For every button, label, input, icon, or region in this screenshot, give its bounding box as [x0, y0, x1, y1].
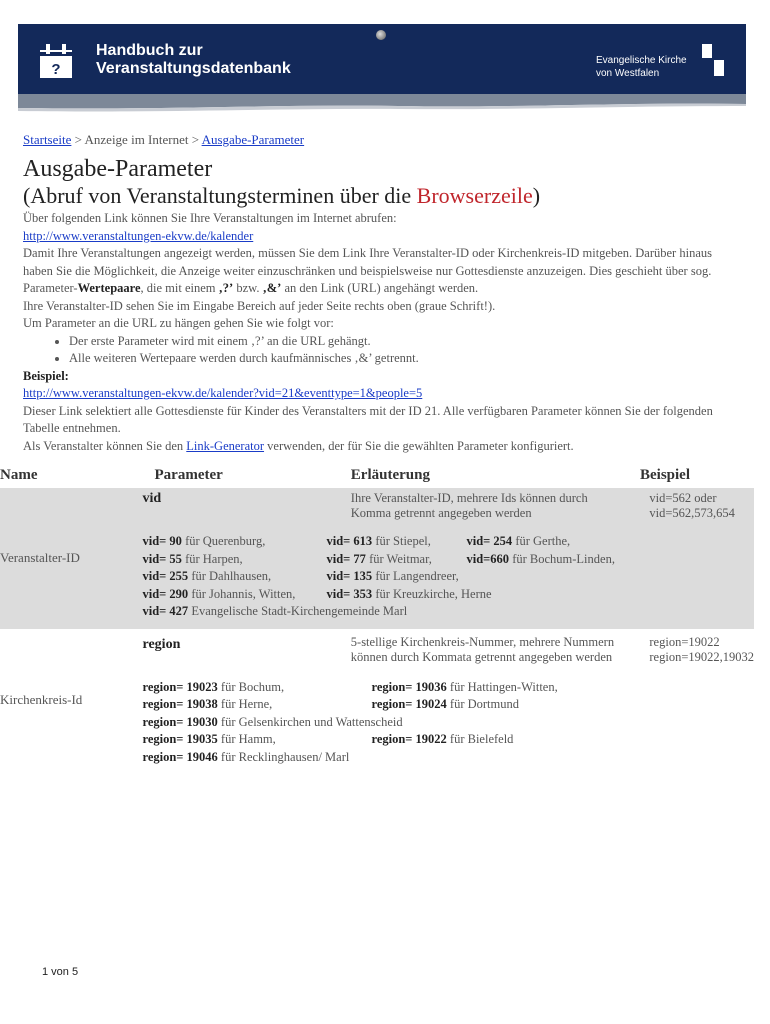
- value-label: für Johannis, Witten,: [188, 586, 296, 601]
- example-value: region=19022,19032: [649, 649, 754, 664]
- value-key: vid= 135: [326, 569, 373, 583]
- page-number: 1 von 5: [42, 966, 79, 978]
- parameter-table: [0, 463, 754, 772]
- subtitle-close: ): [532, 183, 541, 208]
- org-line-1: Evangelische Kirche: [596, 55, 687, 66]
- value-label: für Hamm,: [217, 732, 276, 746]
- value-label: für Querenburg,: [181, 534, 266, 548]
- value-line: [143, 603, 755, 621]
- intro-line: Über folgenden Link können Sie Ihre Veranstaltungen im Internet abrufen:: [23, 211, 397, 225]
- value-line: [143, 731, 755, 749]
- param-key: region: [142, 636, 181, 652]
- example-value: region=19022: [649, 634, 720, 649]
- value-line: [143, 679, 755, 697]
- col-header-name: Name: [0, 467, 38, 483]
- table-row: [0, 488, 754, 527]
- value-key: region= 19022: [371, 732, 447, 746]
- generator-hint: [23, 438, 723, 456]
- value-key: vid= 90: [142, 534, 182, 548]
- link-generator-link[interactable]: Link-Generator: [186, 438, 265, 453]
- pin-icon: [376, 30, 386, 40]
- value-entry: [143, 603, 408, 621]
- value-key: vid= 77: [326, 551, 366, 566]
- value-label: für Langendreer,: [372, 569, 459, 583]
- value-label: für Bochum,: [217, 679, 285, 694]
- value-label: für Herne,: [217, 697, 273, 711]
- value-line: [143, 586, 755, 604]
- value-label: für Gelsenkirchen und Wattenscheid: [217, 714, 403, 729]
- table-header-row: [0, 463, 754, 488]
- para-text: an den Link (URL) angehängt werden.: [281, 281, 479, 295]
- value-entry: [372, 679, 558, 697]
- calendar-link[interactable]: http://www.veranstaltungen-ekvw.de/kalender: [23, 228, 254, 243]
- intro-paragraph: [23, 245, 723, 298]
- title-line-2: Veranstaltungsdatenbank: [96, 60, 291, 77]
- calendar-question-icon: [38, 42, 74, 80]
- value-key: vid= 255: [142, 569, 189, 583]
- row-example: [639, 488, 754, 527]
- church-cross-logo-icon: [702, 44, 724, 76]
- row-description: 5-stellige Kirchenkreis-Nummer, mehrere Nummern können durch Kommata getrennt angegeben werden: [350, 634, 615, 664]
- value-entry: [143, 714, 403, 732]
- vid-hint: Ihre Veranstalter-ID sehen Sie im Eingabe Bereich auf jeder Seite rechts oben (graue Schrift!).: [23, 298, 496, 313]
- value-line: [143, 749, 755, 767]
- org-line-2: von Westfalen: [596, 68, 660, 79]
- value-label: für Bochum-Linden,: [509, 551, 615, 566]
- value-entry: [467, 533, 571, 551]
- value-entry: [143, 749, 350, 767]
- subtitle-text: (Abruf von Veranstaltungsterminen über die: [23, 183, 417, 208]
- value-label: Evangelische Stadt-Kirchengemeinde Marl: [188, 604, 408, 618]
- value-entry: [467, 551, 615, 569]
- page-title: Ausgabe-Parameter: [23, 156, 213, 182]
- value-entry: [143, 696, 372, 714]
- main-content: [0, 130, 754, 772]
- para-text: Als Veranstalter können Sie den: [23, 438, 187, 453]
- para-bold: Wertepaare: [77, 281, 141, 295]
- example-value: vid=562 oder: [649, 491, 717, 505]
- value-entry: [143, 551, 327, 569]
- row-description: Ihre Veranstalter-ID, mehrere Ids können durch Komma getrennt angegeben werden: [350, 491, 588, 520]
- value-key: region= 19023: [142, 679, 218, 694]
- value-entry: [143, 533, 327, 551]
- example-explanation: Dieser Link selektiert alle Gottesdienste für Kinder des Veranstalters mit der ID 21. Alle verfügbaren Parameter können Sie der folgenden Tabelle entnehmen.: [23, 403, 713, 435]
- example-label: Beispiel:: [23, 368, 69, 383]
- value-entry: [143, 731, 372, 749]
- col-header-example: Beispiel: [639, 467, 690, 483]
- value-entry: [327, 586, 492, 604]
- value-entry: [143, 586, 327, 604]
- value-entry: [327, 551, 467, 569]
- value-key: vid= 290: [142, 586, 189, 601]
- value-key: region= 19030: [142, 714, 218, 729]
- breadcrumb-middle: Anzeige im Internet: [84, 132, 189, 147]
- org-name: [596, 54, 687, 80]
- torn-paper-edge: [18, 94, 746, 116]
- value-key: region= 19036: [371, 679, 447, 694]
- subtitle-highlight: Browserzeile: [416, 183, 533, 208]
- value-label: für Harpen,: [181, 551, 243, 566]
- value-key: region= 19024: [371, 697, 447, 711]
- value-entry: [372, 696, 520, 714]
- table-row: [0, 629, 754, 671]
- value-line: [143, 714, 755, 732]
- breadcrumb-separator: >: [188, 132, 202, 147]
- row-name: Veranstalter-ID: [0, 550, 80, 566]
- vid-value-list: [143, 527, 755, 629]
- row-param: [143, 629, 351, 671]
- para-bold: ‚&’: [262, 281, 282, 295]
- value-label: für Bielefeld: [446, 732, 514, 746]
- instruction-list: [23, 333, 723, 368]
- breadcrumb: [23, 130, 723, 150]
- example-link[interactable]: http://www.veranstaltungen-ekvw.de/kalender?vid=21&eventtype=1&people=5: [23, 386, 423, 400]
- value-label: für Gerthe,: [512, 534, 571, 548]
- svg-text:?: ?: [51, 61, 61, 78]
- page-subtitle: [23, 182, 723, 210]
- value-key: vid=660: [466, 551, 510, 566]
- region-value-list: [143, 671, 755, 773]
- para-text: , die mit einem: [140, 281, 219, 295]
- breadcrumb-current-link[interactable]: Ausgabe-Parameter: [201, 132, 305, 147]
- para-text: Damit Ihre Veranstaltungen angezeigt werden, müssen Sie dem Link Ihre Veranstalter-ID oder Kirchenkreis-ID mitgeben. Darüber hinaus haben Sie die Möglichkeit, die Anzeige weiter einzuschränken und beispielsweise nur Gottesdienste anzuzeigen. Dies geschieht über sog. Parameter-: [23, 246, 712, 295]
- value-line: [143, 533, 755, 551]
- title-line-1: Handbuch zur: [96, 42, 203, 59]
- value-key: region= 19035: [142, 732, 218, 746]
- col-header-description: Erläuterung: [350, 467, 430, 483]
- value-label: für Stiepel,: [372, 534, 431, 548]
- value-line: [143, 551, 755, 569]
- breadcrumb-separator: >: [71, 132, 85, 147]
- param-key: vid: [142, 491, 162, 506]
- row-example: [639, 629, 754, 671]
- breadcrumb-home-link[interactable]: Startseite: [23, 132, 72, 147]
- value-line: [143, 696, 755, 714]
- value-key: vid= 427: [142, 604, 189, 618]
- example-value: vid=562,573,654: [649, 506, 735, 520]
- value-label: für Dortmund: [446, 697, 520, 711]
- handbook-title: [96, 42, 291, 78]
- col-header-parameter: Parameter: [154, 467, 223, 483]
- value-entry: [143, 568, 327, 586]
- value-label: für Kreuzkirche, Herne: [372, 586, 492, 601]
- value-key: vid= 254: [466, 534, 513, 548]
- list-item: • Der erste Parameter wird mit einem ‚?’ an die URL gehängt.: [69, 333, 723, 351]
- para-bold: ‚?’: [218, 281, 234, 295]
- value-entry: [143, 679, 372, 697]
- row-param: [143, 488, 351, 527]
- row-name: Kirchenkreis-Id: [0, 692, 83, 708]
- value-label: für Hattingen-Witten,: [446, 679, 558, 694]
- value-entry: [327, 533, 467, 551]
- value-key: region= 19046: [142, 749, 218, 764]
- param-instructions: Um Parameter an die URL zu hängen gehen Sie wie folgt vor:: [23, 316, 334, 330]
- header-banner: [18, 24, 746, 96]
- value-label: für Weitmar,: [365, 551, 432, 566]
- para-text: bzw.: [233, 281, 263, 295]
- list-item: • Alle weiteren Wertepaare werden durch kaufmännisches ‚&’ getrennt.: [69, 350, 723, 368]
- value-key: region= 19038: [142, 697, 218, 711]
- value-key: vid= 353: [326, 586, 373, 601]
- value-label: für Recklinghausen/ Marl: [217, 749, 350, 764]
- value-line: [143, 568, 755, 586]
- value-key: vid= 55: [142, 551, 182, 566]
- para-text: verwenden, der für Sie die gewählten Parameter konfiguriert.: [264, 438, 574, 453]
- value-key: vid= 613: [326, 534, 373, 548]
- value-entry: [327, 568, 459, 586]
- value-entry: [372, 731, 514, 749]
- value-label: für Dahlhausen,: [188, 569, 272, 583]
